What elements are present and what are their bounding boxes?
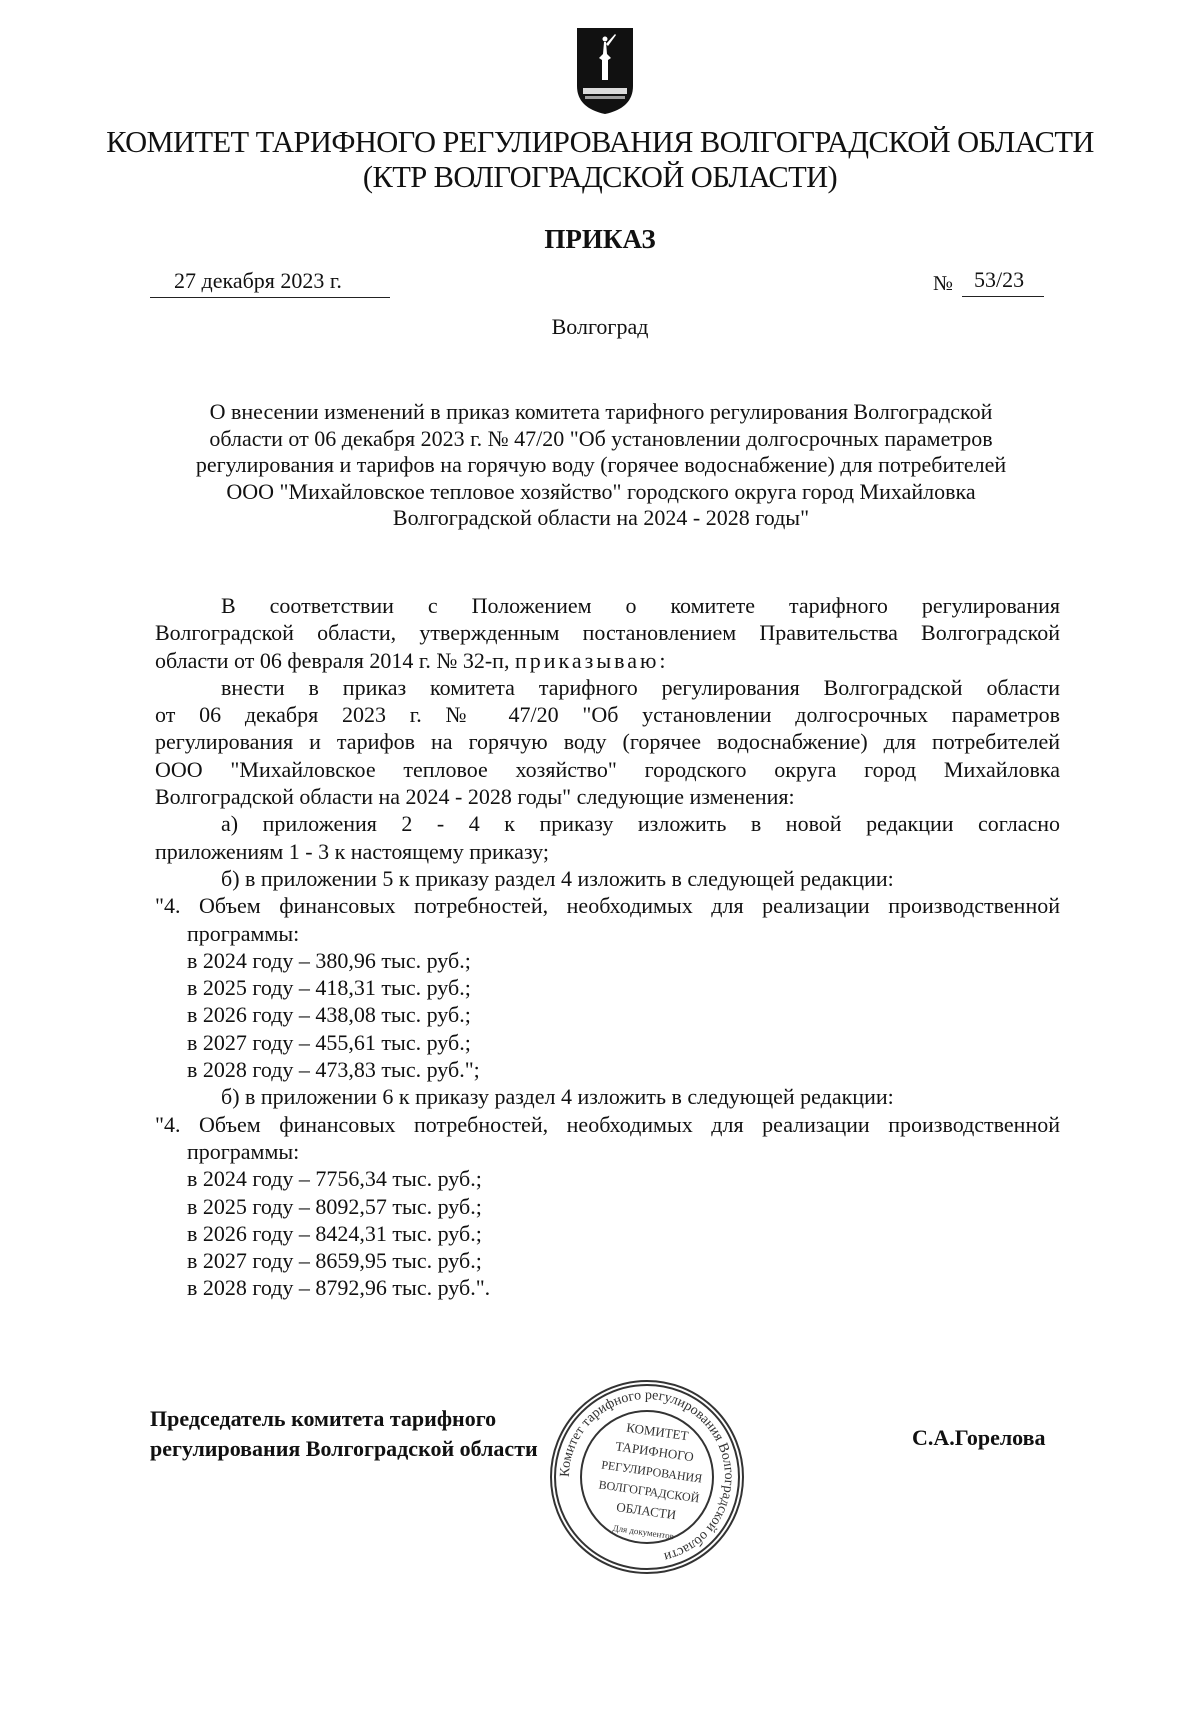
subject-line: регулирования и тарифов на горячую воду (горячее водоснабжение) для потребителей — [195, 452, 1007, 477]
org-name-line-1: КОМИТЕТ ТАРИФНОГО РЕГУЛИРОВАНИЯ ВОЛГОГРАДСКОЙ ОБЛАСТИ — [106, 125, 1094, 159]
body-line: от 06 декабря 2023 г. № 47/20 "Об установлении долгосрочных параметров — [155, 702, 1060, 728]
order-number-sign: № — [933, 271, 954, 295]
seal-note: Для документов — [612, 1522, 675, 1542]
subject-line: области от 06 декабря 2023 г. № 47/20 "Об установлении долгосрочных параметров — [209, 425, 993, 451]
item-a-line: а) приложения 2 - 4 к приказу изложить в новой редакции согласно — [221, 811, 1060, 837]
list-item: в 2024 году – 380,96 тыс. руб.; — [187, 947, 471, 973]
body-line — [155, 647, 1060, 674]
list-item: в 2028 году – 473,83 тыс. руб."; — [187, 1057, 480, 1083]
item-a-line: приложениям 1 - 3 к настоящему приказу; — [155, 838, 549, 864]
body-line: В соответствии с Положением о комитете тарифного регулирования — [221, 593, 1060, 618]
signatory-title — [150, 1404, 538, 1464]
body-line: внести в приказ комитета тарифного регулирования Волгоградской области — [221, 674, 1060, 700]
body-line: регулирования и тарифов на горячую воду (горячее водоснабжение) для потребителей — [155, 729, 1060, 755]
official-seal-icon — [547, 1377, 747, 1577]
section-line: "4. Объем финансовых потребностей, необходимых для реализации производственной — [155, 893, 1060, 919]
org-name-line-2: (КТР ВОЛГОГРАДСКОЙ ОБЛАСТИ) — [362, 160, 838, 194]
order-date: 27 декабря 2023 г. — [150, 265, 390, 298]
seal-inner-line: РЕГУЛИРОВАНИЯ — [600, 1457, 704, 1486]
document-title: ПРИКАЗ — [544, 224, 656, 254]
subject-line: Волгоградской области на 2024 - 2028 годы" — [392, 505, 810, 530]
order-body — [155, 592, 1060, 1302]
body-line: Волгоградской области, утвержденным постановлением Правительства Волгоградской — [155, 620, 1060, 646]
order-city: Волгоград — [551, 314, 649, 339]
seal-outer-text: Комитет тарифного регулирования Волгоградской области — [557, 1387, 737, 1565]
list-item: в 2028 году – 8792,96 тыс. руб.". — [187, 1275, 491, 1301]
list-item: в 2025 году – 418,31 тыс. руб.; — [187, 975, 471, 1001]
item-b-line: б) в приложении 6 к приказу раздел 4 изложить в следующей редакции: — [221, 1084, 894, 1110]
signatory-title-line: Председатель комитета тарифного — [150, 1406, 497, 1431]
seal-inner-line: ТАРИФНОГО — [614, 1438, 695, 1465]
list-item: в 2025 году – 8092,57 тыс. руб.; — [187, 1193, 482, 1219]
subject-line: О внесении изменений в приказ комитета тарифного регулирования Волгоградской — [209, 399, 993, 424]
list-item: в 2026 году – 8424,31 тыс. руб.; — [187, 1220, 482, 1246]
list-item: в 2027 году – 455,61 тыс. руб.; — [187, 1029, 471, 1055]
body-text: области от 06 февраля 2014 г. № 32-п, — [155, 647, 515, 673]
seal-inner-line: ВОЛГОГРАДСКОЙ — [597, 1477, 701, 1506]
signatory-title-line: регулирования Волгоградской области — [150, 1436, 538, 1461]
list-item: в 2027 году – 8659,95 тыс. руб.; — [187, 1248, 482, 1274]
decree-keyword: приказываю: — [514, 647, 669, 673]
seal-inner-line: КОМИТЕТ — [625, 1419, 690, 1444]
body-line: ООО "Михайловское тепловое хозяйство" городского округа город Михайловка — [155, 756, 1060, 782]
section-line: "4. Объем финансовых потребностей, необходимых для реализации производственной — [155, 1111, 1060, 1137]
order-number: 53/23 — [962, 264, 1044, 297]
section-line: программы: — [187, 1138, 300, 1164]
body-line: Волгоградской области на 2024 - 2028 годы" следующие изменения: — [155, 784, 795, 810]
section-line: программы: — [187, 920, 300, 946]
signatory-name: С.А.Горелова — [912, 1425, 1046, 1450]
order-subject — [150, 399, 1052, 532]
volgograd-emblem-icon — [575, 26, 635, 116]
seal-inner-line: ОБЛАСТИ — [615, 1499, 678, 1523]
list-item: в 2024 году – 7756,34 тыс. руб.; — [187, 1166, 482, 1192]
item-b-line: б) в приложении 5 к приказу раздел 4 изложить в следующей редакции: — [221, 865, 894, 891]
list-item: в 2026 году – 438,08 тыс. руб.; — [187, 1002, 471, 1028]
subject-line: ООО "Михайловское тепловое хозяйство" городского округа город Михайловка — [226, 478, 976, 504]
